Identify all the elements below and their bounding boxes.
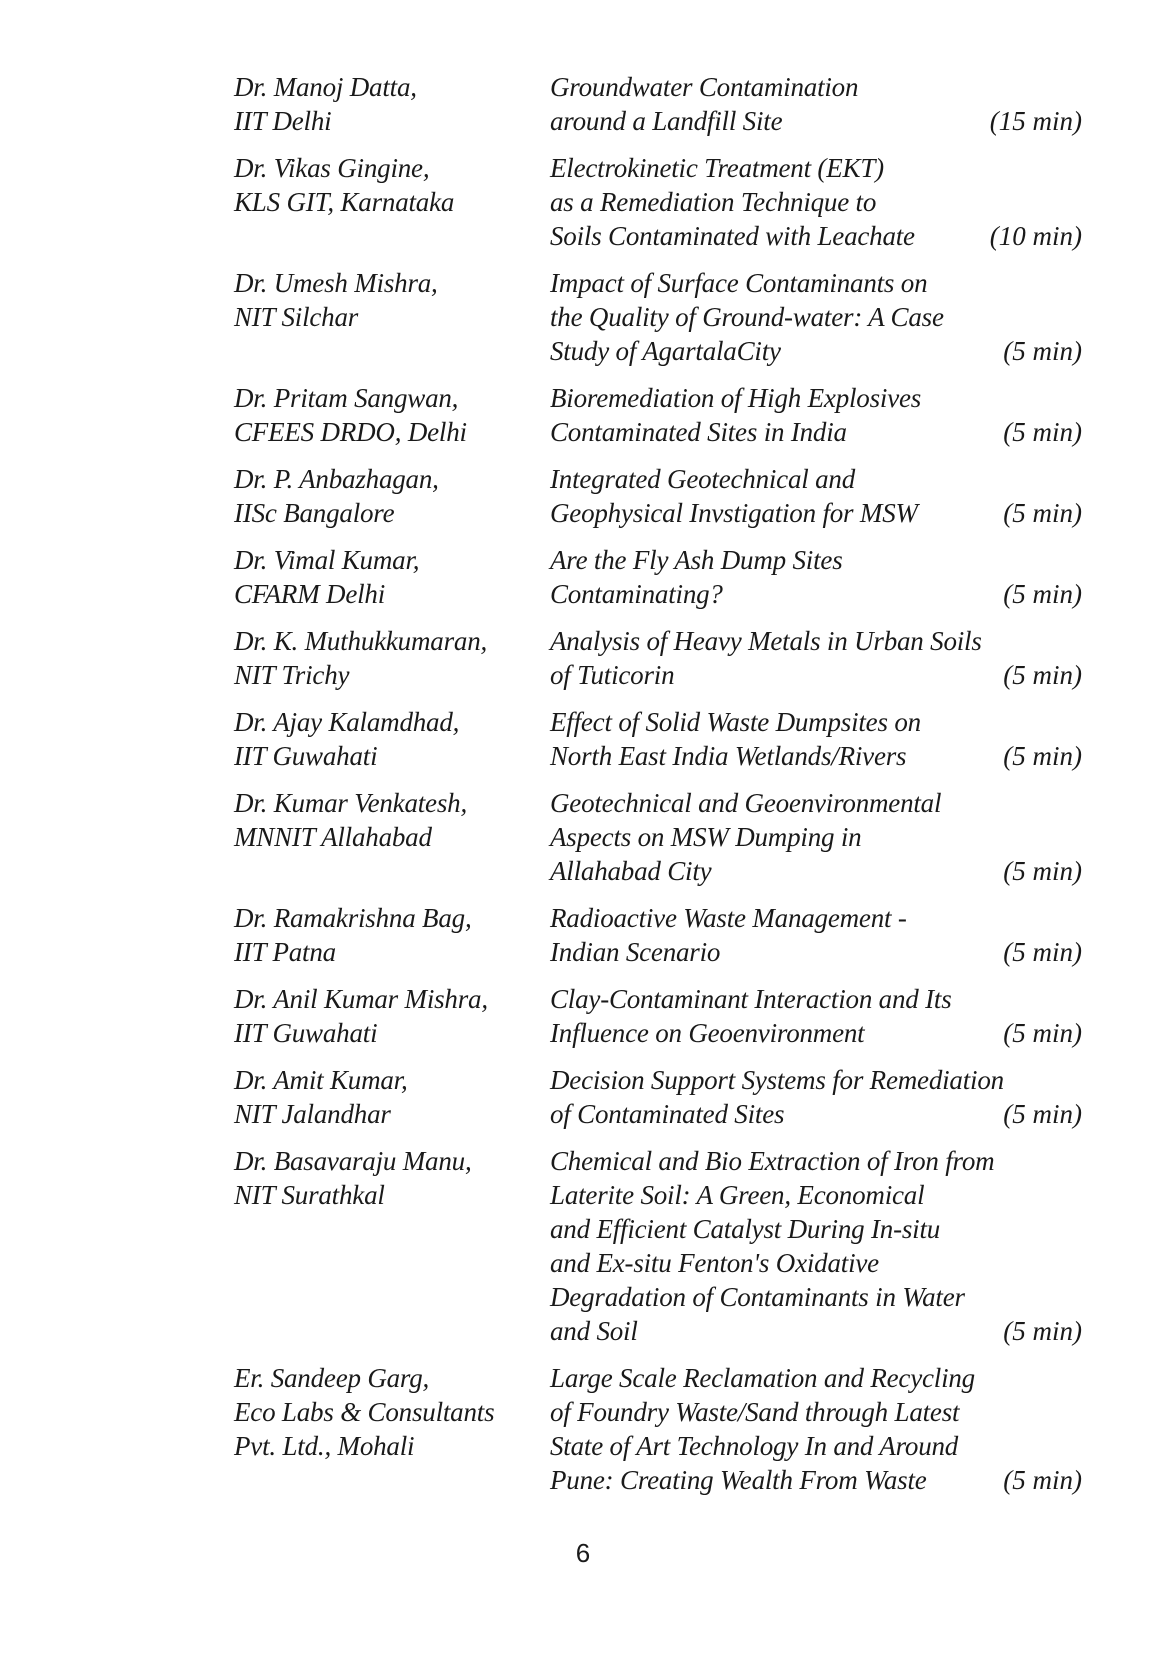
speaker-block (234, 624, 550, 692)
speaker-block (234, 786, 550, 888)
speaker-block (234, 901, 550, 969)
talk-title-line: the Quality of Ground-water: A Case (550, 302, 944, 332)
talk-block (550, 624, 1082, 692)
talk-title-line: Indian Scenario (550, 937, 721, 967)
speaker-name: Dr. Umesh Mishra, (234, 268, 438, 298)
talk-title-line: around a Landfill Site (550, 106, 783, 136)
program-entry (234, 1063, 1082, 1131)
talk-title-line: and Ex-situ Fenton's Oxidative (550, 1248, 879, 1278)
speaker-name: Dr. Anil Kumar Mishra, (234, 984, 488, 1014)
talk-title-line: as a Remediation Technique to (550, 187, 877, 217)
talk-block (550, 786, 1082, 888)
talk-block (550, 381, 1082, 449)
talk-title-line: Clay-Contaminant Interaction and Its (550, 984, 952, 1014)
talk-block (550, 151, 1082, 253)
speaker-name: Dr. Pritam Sangwan, (234, 383, 459, 413)
talk-title-line: Integrated Geotechnical and (550, 464, 856, 494)
speaker-block (234, 705, 550, 773)
speaker-name: Dr. Amit Kumar, (234, 1065, 408, 1095)
speaker-block (234, 462, 550, 530)
talk-block (550, 1063, 1082, 1131)
program-entry (234, 786, 1082, 888)
speaker-affiliation: Eco Labs & Consultants (234, 1397, 495, 1427)
talk-title-line: Allahabad City (550, 856, 712, 886)
talk-block (550, 1361, 1082, 1497)
talk-duration: (5 min) (1003, 1465, 1082, 1495)
talk-title-line: Electrokinetic Treatment (EKT) (550, 153, 884, 183)
speaker-block (234, 543, 550, 611)
talk-duration: (5 min) (1003, 498, 1082, 528)
speaker-name: Dr. K. Muthukkumaran, (234, 626, 488, 656)
talk-duration: (5 min) (1003, 579, 1082, 609)
speaker-affiliation: IIT Delhi (234, 106, 332, 136)
talk-block (550, 70, 1082, 138)
talk-title-line: Are the Fly Ash Dump Sites (550, 545, 843, 575)
speaker-affiliation: CFEES DRDO, Delhi (234, 417, 467, 447)
speaker-name: Dr. Manoj Datta, (234, 72, 417, 102)
speaker-name: Dr. Basavaraju Manu, (234, 1146, 472, 1176)
speaker-name: Dr. P. Anbazhagan, (234, 464, 439, 494)
talk-duration: (5 min) (1003, 856, 1082, 886)
talk-title-line: Decision Support Systems for Remediation (550, 1065, 1004, 1095)
talk-title-line: of Contaminated Sites (550, 1099, 785, 1129)
talk-title-line: Groundwater Contamination (550, 72, 859, 102)
talk-block (550, 705, 1082, 773)
talk-title-line: and Soil (550, 1316, 638, 1346)
program-entry (234, 543, 1082, 611)
speaker-affiliation: Pvt. Ltd., Mohali (234, 1431, 415, 1461)
talk-title-line: Influence on Geoenvironment (550, 1018, 865, 1048)
talk-block (550, 982, 1082, 1050)
program-entry (234, 151, 1082, 253)
talk-block (550, 901, 1082, 969)
speaker-name: Dr. Ramakrishna Bag, (234, 903, 472, 933)
program-list (234, 70, 1082, 1510)
talk-title-line: Impact of Surface Contaminants on (550, 268, 928, 298)
talk-title-line: Geotechnical and Geoenvironmental (550, 788, 942, 818)
program-entry (234, 624, 1082, 692)
program-entry (234, 462, 1082, 530)
speaker-block (234, 381, 550, 449)
talk-title-line: Soils Contaminated with Leachate (550, 221, 915, 251)
speaker-affiliation: NIT Surathkal (234, 1180, 385, 1210)
talk-duration: (5 min) (1003, 741, 1082, 771)
program-entry (234, 982, 1082, 1050)
speaker-block (234, 1361, 550, 1497)
program-entry (234, 705, 1082, 773)
speaker-affiliation: CFARM Delhi (234, 579, 386, 609)
talk-title-line: State of Art Technology In and Around (550, 1431, 959, 1461)
talk-block (550, 462, 1082, 530)
speaker-name: Dr. Ajay Kalamdhad, (234, 707, 460, 737)
talk-title-line: Chemical and Bio Extraction of Iron from (550, 1146, 995, 1176)
speaker-name: Dr. Vimal Kumar, (234, 545, 420, 575)
speaker-name: Er. Sandeep Garg, (234, 1363, 430, 1393)
talk-title-line: Degradation of Contaminants in Water (550, 1282, 965, 1312)
speaker-block (234, 266, 550, 368)
talk-title-line: Pune: Creating Wealth From Waste (550, 1465, 927, 1495)
page-number: 6 (575, 1538, 591, 1568)
talk-duration: (5 min) (1003, 1099, 1082, 1129)
talk-title-line: Laterite Soil: A Green, Economical (550, 1180, 925, 1210)
talk-duration: (5 min) (1003, 937, 1082, 967)
program-entry (234, 381, 1082, 449)
talk-title-line: Aspects on MSW Dumping in (550, 822, 862, 852)
talk-block (550, 266, 1082, 368)
speaker-block (234, 1144, 550, 1348)
talk-block (550, 543, 1082, 611)
talk-duration: (10 min) (989, 221, 1082, 251)
speaker-block (234, 151, 550, 253)
talk-title-line: Geophysical Invstigation for MSW (550, 498, 918, 528)
speaker-block (234, 1063, 550, 1131)
talk-title-line: Bioremediation of High Explosives (550, 383, 922, 413)
talk-duration: (5 min) (1003, 660, 1082, 690)
talk-duration: (15 min) (989, 106, 1082, 136)
speaker-affiliation: IIT Guwahati (234, 1018, 378, 1048)
program-entry (234, 1144, 1082, 1348)
speaker-affiliation: IIT Patna (234, 937, 336, 967)
talk-title-line: Study of AgartalaCity (550, 336, 781, 366)
program-entry (234, 901, 1082, 969)
talk-title-line: Analysis of Heavy Metals in Urban Soils (550, 626, 982, 656)
talk-title-line: North East India Wetlands/Rivers (550, 741, 907, 771)
talk-title-line: and Efficient Catalyst During In-situ (550, 1214, 941, 1244)
speaker-block (234, 982, 550, 1050)
speaker-affiliation: NIT Silchar (234, 302, 359, 332)
talk-title-line: Contaminated Sites in India (550, 417, 847, 447)
talk-block (550, 1144, 1082, 1348)
speaker-affiliation: KLS GIT, Karnataka (234, 187, 455, 217)
talk-duration: (5 min) (1003, 1316, 1082, 1346)
speaker-name: Dr. Kumar Venkatesh, (234, 788, 467, 818)
talk-duration: (5 min) (1003, 417, 1082, 447)
program-entry (234, 1361, 1082, 1497)
talk-title-line: Large Scale Reclamation and Recycling (550, 1363, 975, 1393)
talk-duration: (5 min) (1003, 336, 1082, 366)
speaker-affiliation: NIT Jalandhar (234, 1099, 391, 1129)
talk-title-line: of Foundry Waste/Sand through Latest (550, 1397, 960, 1427)
speaker-affiliation: NIT Trichy (234, 660, 350, 690)
speaker-name: Dr. Vikas Gingine, (234, 153, 430, 183)
talk-title-line: of Tuticorin (550, 660, 675, 690)
speaker-affiliation: IIT Guwahati (234, 741, 378, 771)
speaker-affiliation: IISc Bangalore (234, 498, 395, 528)
talk-title-line: Effect of Solid Waste Dumpsites on (550, 707, 921, 737)
talk-title-line: Contaminating? (550, 579, 723, 609)
speaker-affiliation: MNNIT Allahabad (234, 822, 432, 852)
talk-title-line: Radioactive Waste Management - (550, 903, 907, 933)
program-entry (234, 266, 1082, 368)
speaker-block (234, 70, 550, 138)
program-entry (234, 70, 1082, 138)
talk-duration: (5 min) (1003, 1018, 1082, 1048)
